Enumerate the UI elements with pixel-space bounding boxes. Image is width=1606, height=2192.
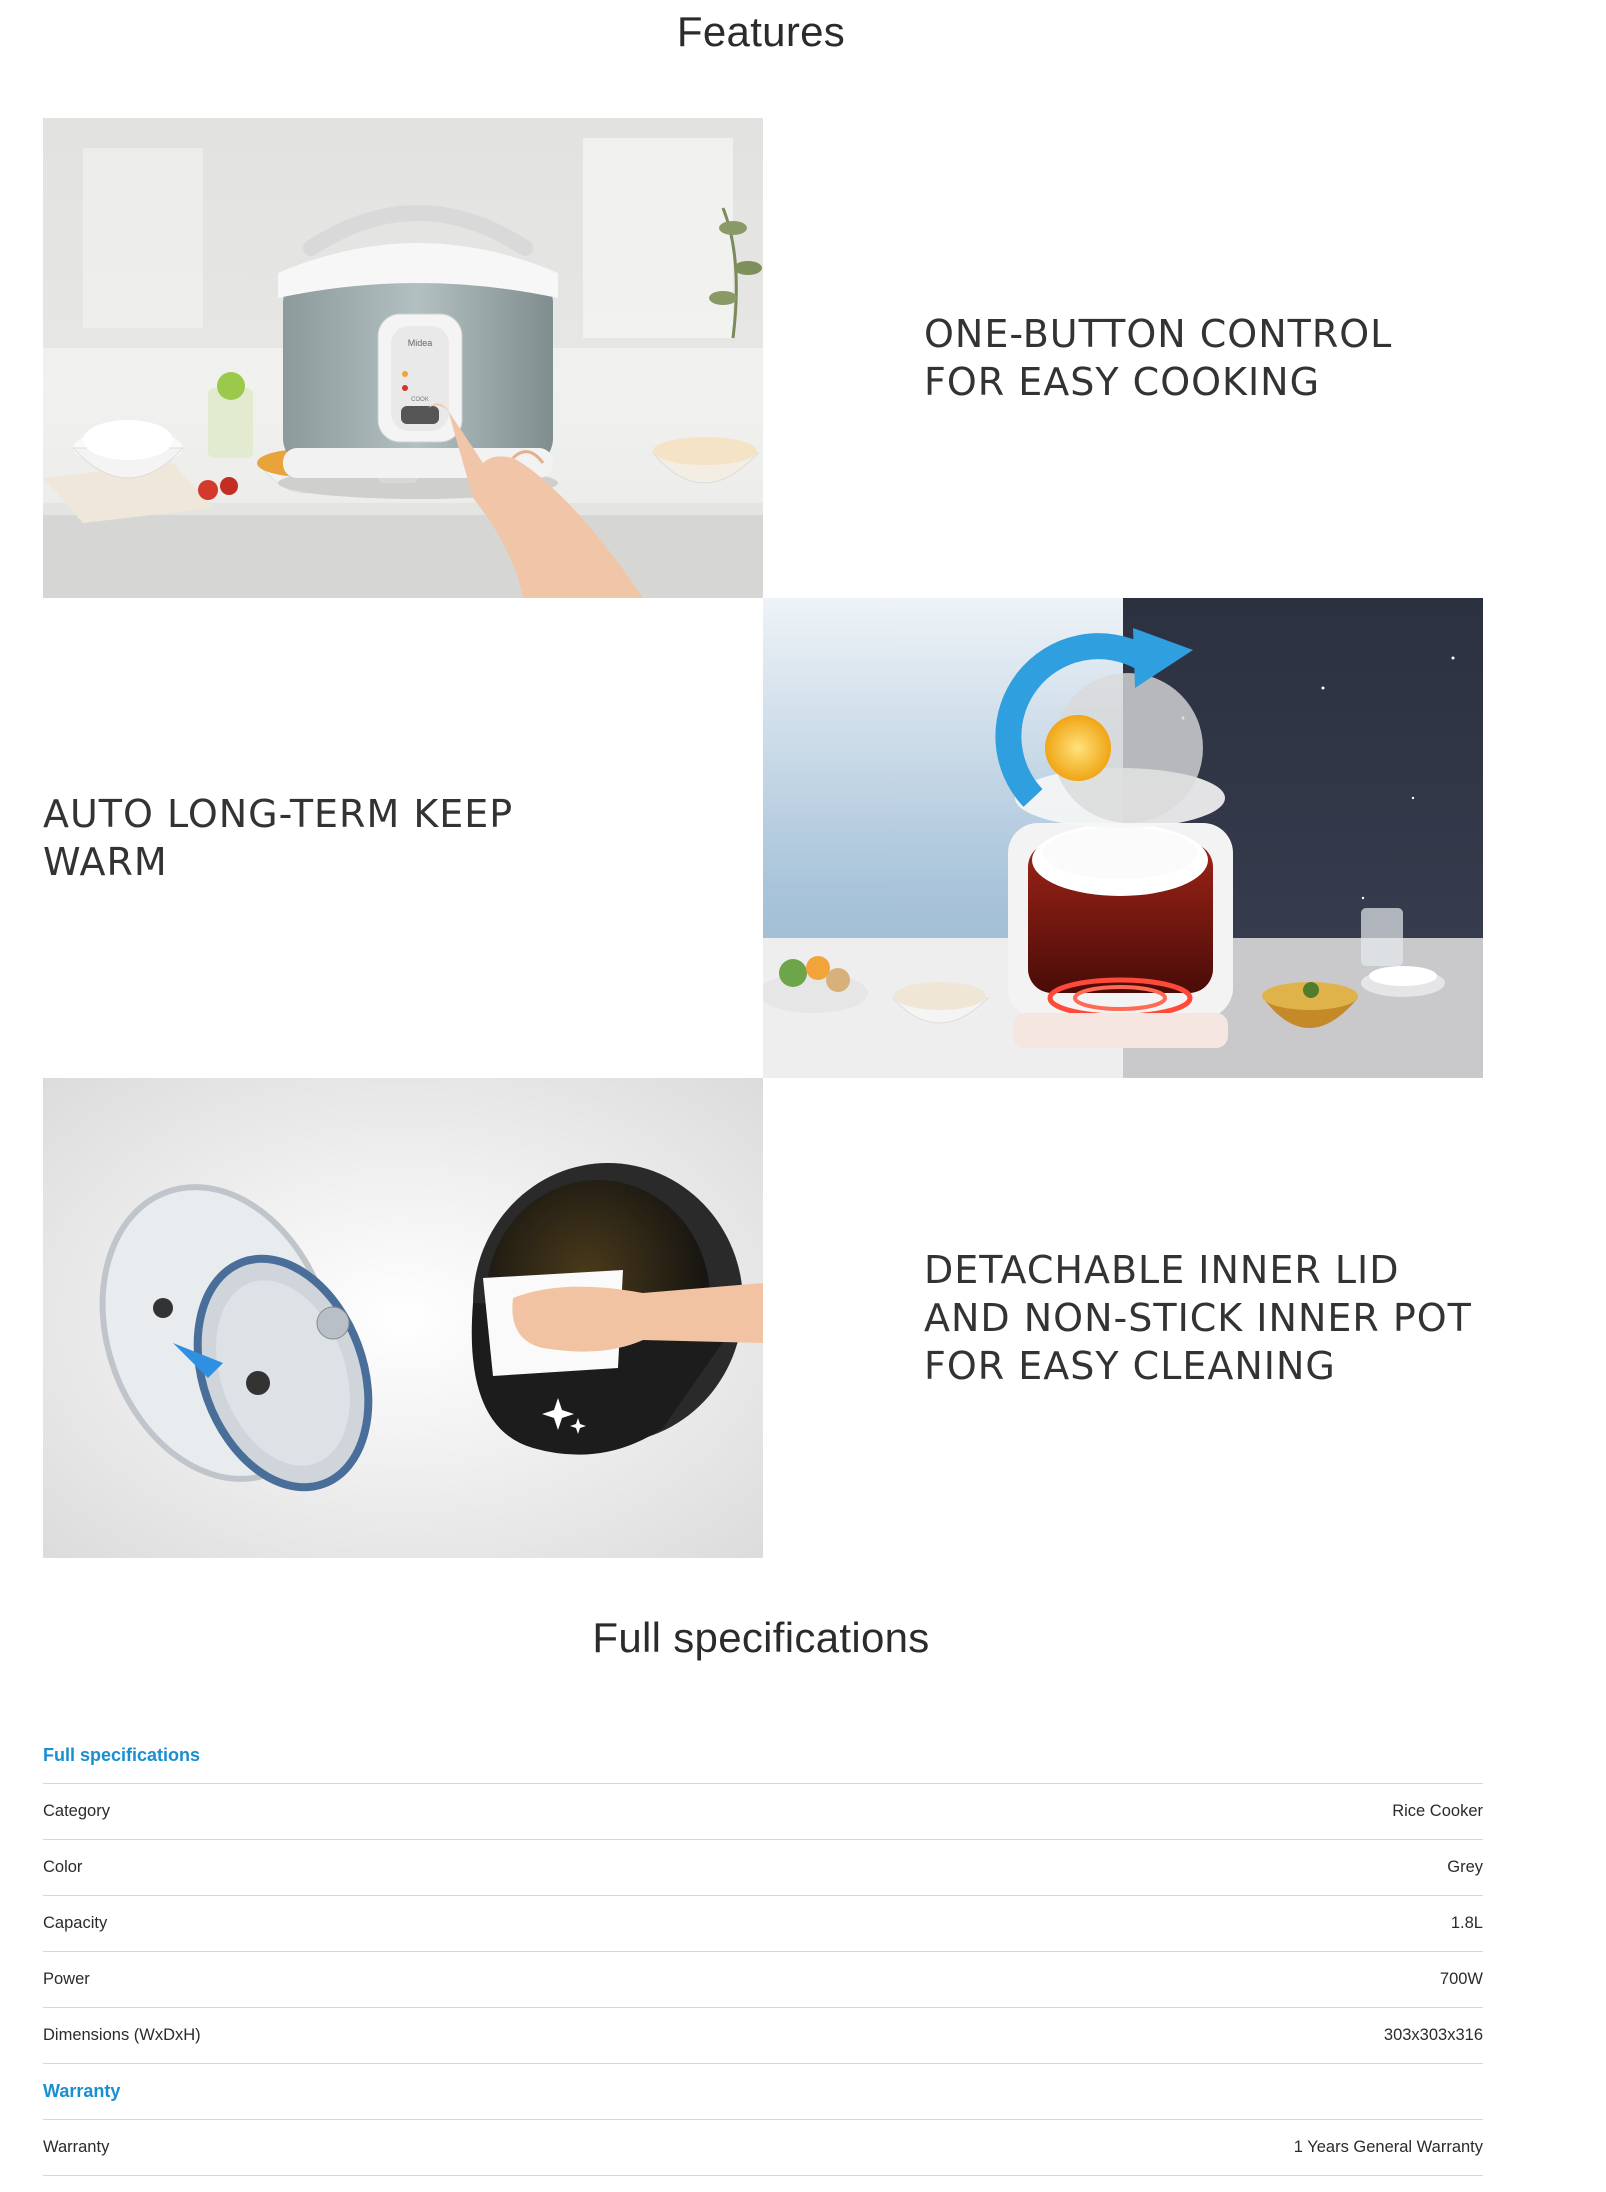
spec-value: 1.8L <box>1450 1914 1483 1932</box>
spec-group-heading: Full specifications <box>43 1728 1483 1784</box>
spec-label: Color <box>43 1858 83 1876</box>
spec-value: 700W <box>1439 1970 1483 1988</box>
spec-label: Warranty <box>43 2138 110 2156</box>
spec-label: Power <box>43 1970 90 1988</box>
feature-text-easy-cleaning: DETACHABLE INNER LID AND NON-STICK INNER POT FOR EASY CLEANING <box>924 1248 1472 1388</box>
feature-image-one-button <box>43 118 763 598</box>
feature-text-one-button: ONE-BUTTON CONTROL FOR EASY COOKING <box>924 312 1393 404</box>
spec-value: Rice Cooker <box>1392 1802 1483 1820</box>
spec-label: Capacity <box>43 1914 108 1932</box>
spec-row-color <box>43 1840 1483 1896</box>
spec-label: Dimensions (WxDxH) <box>43 2026 201 2044</box>
feature-text-keep-warm: AUTO LONG-TERM KEEP WARM <box>43 792 514 884</box>
spec-value: 1 Years General Warranty <box>1293 2138 1483 2156</box>
specs-table <box>43 1728 1483 2176</box>
spec-row-category <box>43 1784 1483 1840</box>
feature-image-easy-cleaning <box>43 1078 763 1558</box>
specs-title: Full specifications <box>592 1614 930 1661</box>
spec-row-dimensions <box>43 2008 1483 2064</box>
features-title: Features <box>676 8 846 55</box>
feature-image-keep-warm <box>763 598 1483 1078</box>
spec-value: Grey <box>1447 1858 1483 1876</box>
spec-row-power <box>43 1952 1483 2008</box>
spec-group-heading: Warranty <box>43 2064 1483 2120</box>
brand-logo-text: Midea <box>407 338 433 348</box>
cook-label-text: COOK <box>411 397 429 403</box>
spec-label: Category <box>43 1802 110 1820</box>
spec-row-warranty <box>43 2120 1483 2176</box>
spec-row-capacity <box>43 1896 1483 1952</box>
spec-value: 303x303x316 <box>1383 2026 1483 2044</box>
